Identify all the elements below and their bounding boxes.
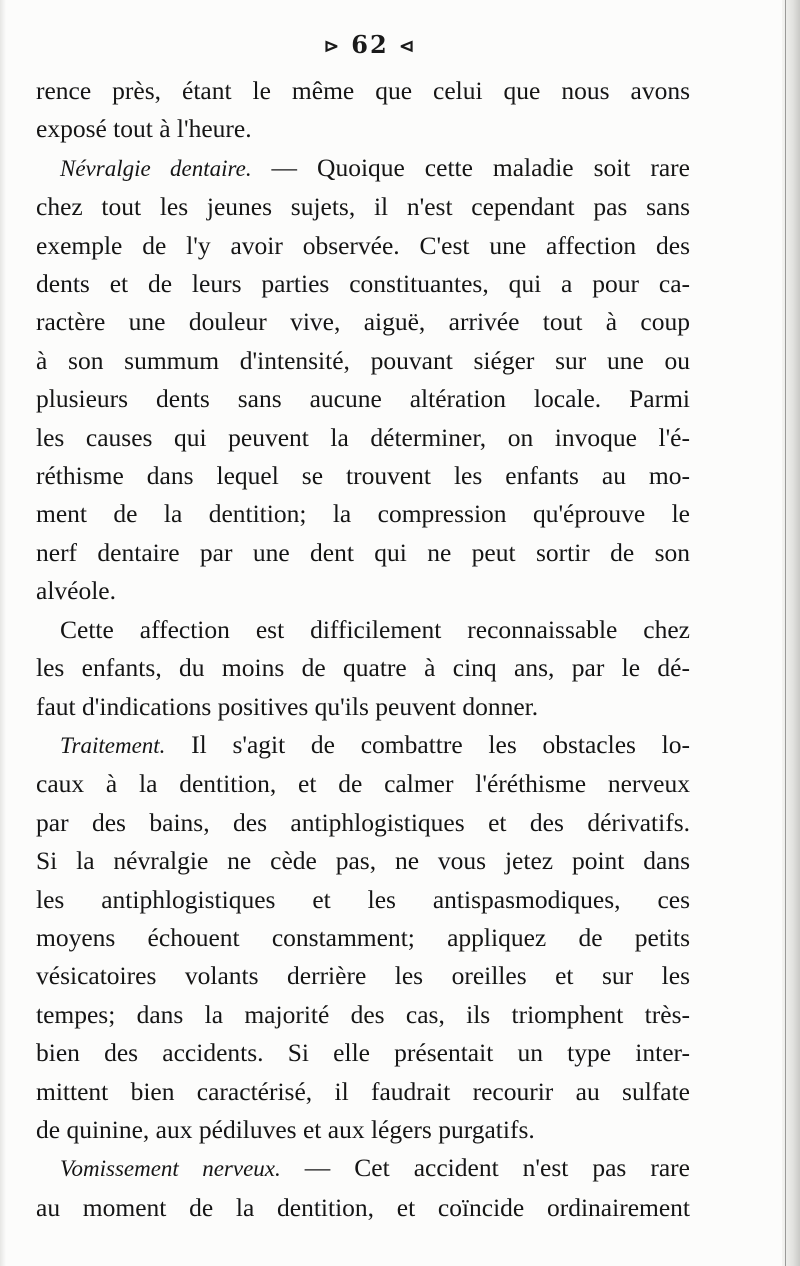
text-line (36, 534, 690, 572)
line-text: Il s'agit de combattre les obstacles lo- (165, 729, 690, 759)
line-text: bien des accidents. Si elle présentait un type inter- (36, 1038, 690, 1068)
line-text: — Cet accident n'est pas rare (280, 1153, 690, 1183)
page-number: 62 (351, 30, 389, 59)
text-line (36, 457, 690, 495)
page-edge-line (785, 0, 786, 1266)
text-line (36, 265, 690, 303)
text-line (36, 1189, 690, 1227)
text-line (36, 726, 690, 765)
text-line (36, 842, 690, 880)
text-line (36, 957, 690, 995)
text-line (36, 419, 690, 457)
text-line (36, 765, 690, 803)
text-line (36, 804, 690, 842)
text-line (36, 1034, 690, 1072)
text-line (36, 342, 690, 380)
body-text (36, 72, 690, 1227)
text-line (36, 72, 690, 110)
line-text: vésicatoires volants derrière les oreilles et sur les (36, 961, 690, 991)
line-text: alvéole. (36, 576, 116, 606)
line-text: mittent bien caractérisé, il faudrait recourir au sulfate (36, 1076, 690, 1106)
line-text: — Quoique cette maladie soit rare (251, 152, 690, 182)
text-line (36, 1073, 690, 1111)
line-text: moyens échouent constamment; appliquez de petits (36, 922, 690, 952)
line-text: Cette affection est difficilement reconnaissable chez (60, 614, 690, 644)
left-ornament-icon: ⊳ (323, 36, 341, 57)
line-text: par des bains, des antiphlogistiques et des dérivatifs. (36, 807, 690, 837)
text-line (36, 495, 690, 533)
text-line (36, 110, 690, 148)
text-line (36, 227, 690, 265)
line-text: chez tout les jeunes sujets, il n'est cependant pas sans (36, 192, 690, 222)
text-line (36, 1111, 690, 1149)
line-text: caux à la dentition, et de calmer l'éréthisme nerveux (36, 769, 690, 799)
line-text: nerf dentaire par une dent qui ne peut sortir de son (36, 537, 690, 567)
line-text: plusieurs dents sans aucune altération locale. Parmi (36, 384, 690, 414)
line-text: rence près, étant le même que celui que nous avons (36, 76, 690, 105)
text-line (36, 188, 690, 226)
line-text: exposé tout à l'heure. (36, 114, 252, 144)
text-line (36, 149, 690, 188)
line-text: ractère une douleur vive, aiguë, arrivée tout à coup (36, 307, 690, 337)
text-line (36, 881, 690, 919)
page-header (0, 30, 740, 59)
line-text: dents et de leurs parties constituantes, qui a pour ca- (36, 269, 690, 299)
line-text: les enfants, du moins de quatre à cinq ans, par le dé- (36, 653, 690, 683)
text-line (36, 611, 690, 649)
line-text: tempes; dans la majorité des cas, ils triomphent très- (36, 999, 690, 1029)
text-line (36, 996, 690, 1034)
line-text: à son summum d'intensité, pouvant siéger sur une ou (36, 345, 690, 375)
right-ornament-icon: ⊲ (399, 36, 417, 57)
text-line (36, 572, 690, 610)
line-text: les causes qui peuvent la déterminer, on invoque l'é- (36, 422, 690, 452)
section-heading: Traitement. (60, 732, 166, 758)
line-text: de quinine, aux pédiluves et aux légers purgatifs. (36, 1114, 535, 1144)
text-line (36, 688, 690, 726)
line-text: faut d'indications positives qu'ils peuvent donner. (36, 691, 539, 721)
text-line (36, 1149, 690, 1188)
section-heading: Névralgie dentaire. (60, 155, 252, 181)
line-text: exemple de l'y avoir observée. C'est une affection des (36, 230, 690, 260)
page-gutter-shadow (0, 0, 6, 1266)
text-line (36, 380, 690, 418)
line-text: au moment de la dentition, et coïncide ordinairement (36, 1192, 690, 1222)
line-text: ment de la dentition; la compression qu'éprouve le (36, 499, 690, 529)
line-text: les antiphlogistiques et les antispasmodiques, ces (36, 884, 690, 914)
line-text: Si la névralgie ne cède pas, ne vous jetez point dans (36, 846, 690, 876)
line-text: réthisme dans lequel se trouvent les enfants au mo- (36, 461, 690, 491)
text-line (36, 303, 690, 341)
text-line (36, 919, 690, 957)
text-line (36, 649, 690, 687)
section-heading: Vomissement nerveux. (60, 1156, 281, 1182)
